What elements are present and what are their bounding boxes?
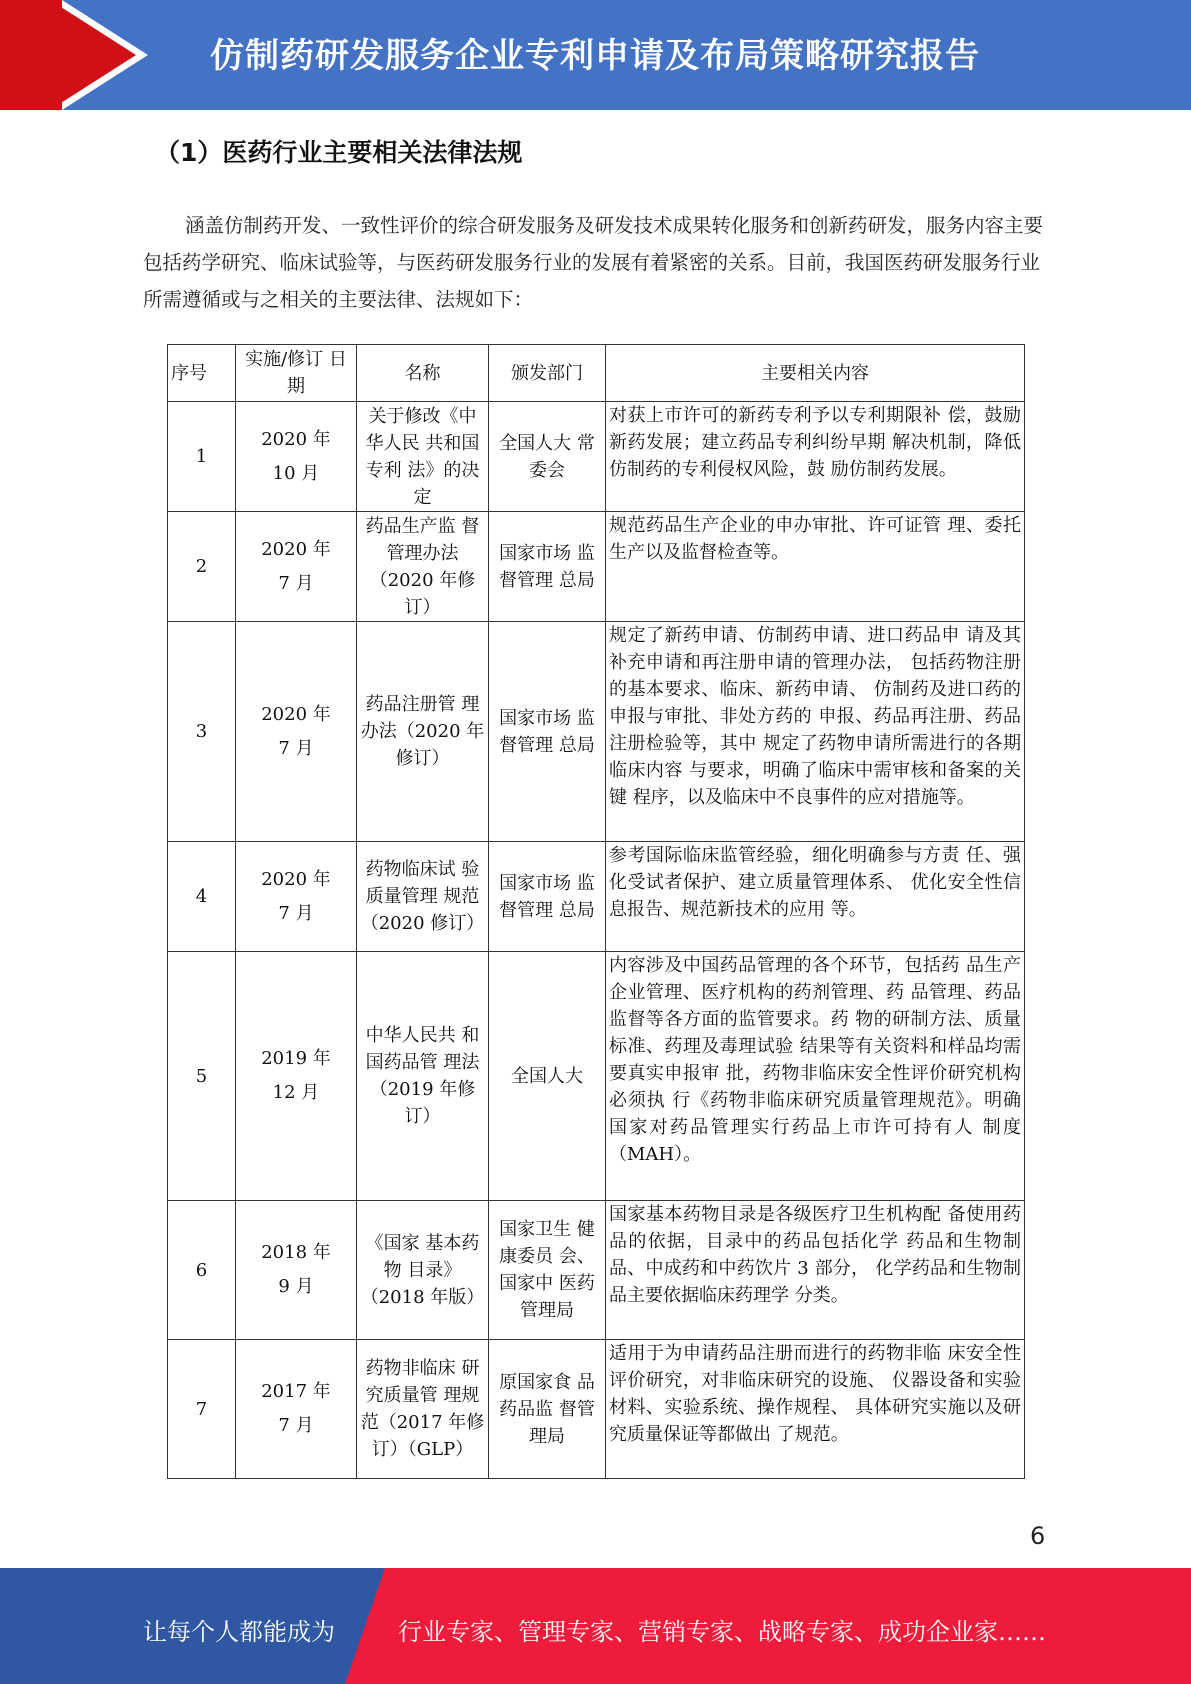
cell-no: 6 bbox=[168, 1201, 236, 1340]
cell-content: 规定了新药申请、仿制药申请、进口药品申 请及其补充申请和再注册申请的管理办法， 包括药物注册的基本要求、临床、新药申请、 仿制药及进口药的申报与审批、非处方药的 申报、药品再注册、药品注册检验等，其中 规定了药物申请所需进行的各期临床内容 与要求，明确了临床中需审核和备案的关键 程序，以及临床中不良事件的应对措施等。 bbox=[606, 622, 1025, 842]
cell-content: 规范药品生产企业的申办审批、许可证管 理、委托生产以及监督检查等。 bbox=[606, 512, 1025, 622]
section-title: （1）医药行业主要相关法律法规 bbox=[155, 138, 523, 167]
cell-content: 参考国际临床监管经验，细化明确参与方责 任、强化受试者保护、建立质量管理体系、 优化安全性信息报告、规范新技术的应用 等。 bbox=[606, 842, 1025, 952]
report-title: 仿制药研发服务企业专利申请及布局策略研究报告 bbox=[210, 36, 980, 76]
header-no: 序号 bbox=[168, 345, 236, 402]
table-row bbox=[168, 1201, 1025, 1340]
cell-content: 国家基本药物目录是各级医疗卫生机构配 备使用药品的依据，目录中的药品包括化学 药品和生物制品、中成药和中药饮片 3 部分， 化学药品和生物制品主要依据临床药理学 分类。 bbox=[606, 1201, 1025, 1340]
cell-no: 2 bbox=[168, 512, 236, 622]
cell-name: 药品注册管 理办法（2020 年修订） bbox=[357, 622, 489, 842]
laws-table-body bbox=[168, 402, 1025, 1479]
table-row bbox=[168, 622, 1025, 842]
cell-name: 关于修改《中华人民 共和国专利 法》的决定 bbox=[357, 402, 489, 512]
cell-dept: 原国家食 品药品监 督管理局 bbox=[489, 1340, 606, 1479]
cell-content: 对获上市许可的新药专利予以专利期限补 偿，鼓励新药发展；建立药品专利纠纷早期 解决机制，降低仿制药的专利侵权风险，鼓 励仿制药发展。 bbox=[606, 402, 1025, 512]
cell-content: 适用于为申请药品注册而进行的药物非临 床安全性评价研究，对非临床研究的设施、 仪器设备和实验材料、实验系统、操作规程、 具体研究实施以及研究质量保证等都做出 了规范。 bbox=[606, 1340, 1025, 1479]
table-row bbox=[168, 512, 1025, 622]
footer-slogan-left: 让每个人都能成为 bbox=[143, 1618, 335, 1646]
cell-name: 《国家 基本药物 目录》（2018 年版） bbox=[357, 1201, 489, 1340]
header-date: 实施/修订 日期 bbox=[236, 345, 357, 402]
footer-slogan-right: 行业专家、管理专家、营销专家、战略专家、成功企业家…… bbox=[398, 1618, 1046, 1646]
cell-name: 中华人民共 和国药品管 理法（2019 年修订） bbox=[357, 952, 489, 1201]
table-header-row bbox=[168, 345, 1025, 402]
cell-date: 2020 年 10 月 bbox=[236, 402, 357, 512]
table-row bbox=[168, 842, 1025, 952]
cell-date: 2020 年 7 月 bbox=[236, 622, 357, 842]
page-footer bbox=[0, 1568, 1191, 1684]
cell-name: 药物临床试 验质量管理 规范（2020 修订） bbox=[357, 842, 489, 952]
laws-table bbox=[167, 344, 1025, 1479]
cell-no: 4 bbox=[168, 842, 236, 952]
cell-dept: 全国人大 常委会 bbox=[489, 402, 606, 512]
cell-dept: 国家市场 监督管理 总局 bbox=[489, 622, 606, 842]
cell-dept: 国家卫生 健康委员 会、国家中 医药管理局 bbox=[489, 1201, 606, 1340]
cell-no: 7 bbox=[168, 1340, 236, 1479]
cell-date: 2019 年 12 月 bbox=[236, 952, 357, 1201]
cell-dept: 全国人大 bbox=[489, 952, 606, 1201]
table-row bbox=[168, 402, 1025, 512]
cell-content: 内容涉及中国药品管理的各个环节，包括药 品生产企业管理、医疗机构的药剂管理、药 品管理、药品监督等各方面的监管要求。药 物的研制方法、质量标准、药理及毒理试验 结果等有关资料和样品均需要真实申报审 批，药物非临床安全性评价研究机构必须执 行《药物非临床研究质量管理规范》。明确 国家对药品管理实行药品上市许可持有人 制度（MAH）。 bbox=[606, 952, 1025, 1201]
header-dept: 颁发部门 bbox=[489, 345, 606, 402]
cell-name: 药物非临床 研究质量管 理规范（2017 年修订）（GLP） bbox=[357, 1340, 489, 1479]
header-name: 名称 bbox=[357, 345, 489, 402]
intro-paragraph: 涵盖仿制药开发、一致性评价的综合研发服务及研发技术成果转化服务和创新药研发，服务内容主要包括药学研究、临床试验等，与医药研发服务行业的发展有着紧密的关系。目前，我国医药研发服务行业所需遵循或与之相关的主要法律、法规如下： bbox=[143, 214, 1044, 311]
header-content: 主要相关内容 bbox=[606, 345, 1025, 402]
cell-date: 2020 年 7 月 bbox=[236, 842, 357, 952]
header-arrow-red bbox=[50, 0, 136, 110]
cell-date: 2018 年 9 月 bbox=[236, 1201, 357, 1340]
page-header bbox=[0, 0, 1191, 110]
cell-no: 5 bbox=[168, 952, 236, 1201]
cell-no: 3 bbox=[168, 622, 236, 842]
cell-date: 2020 年 7 月 bbox=[236, 512, 357, 622]
cell-dept: 国家市场 监督管理 总局 bbox=[489, 842, 606, 952]
cell-no: 1 bbox=[168, 402, 236, 512]
table-row bbox=[168, 1340, 1025, 1479]
cell-date: 2017 年 7 月 bbox=[236, 1340, 357, 1479]
table-row bbox=[168, 952, 1025, 1201]
page-number: 6 bbox=[1030, 1522, 1046, 1550]
cell-dept: 国家市场 监督管理 总局 bbox=[489, 512, 606, 622]
cell-name: 药品生产监 督管理办法（2020 年修订） bbox=[357, 512, 489, 622]
